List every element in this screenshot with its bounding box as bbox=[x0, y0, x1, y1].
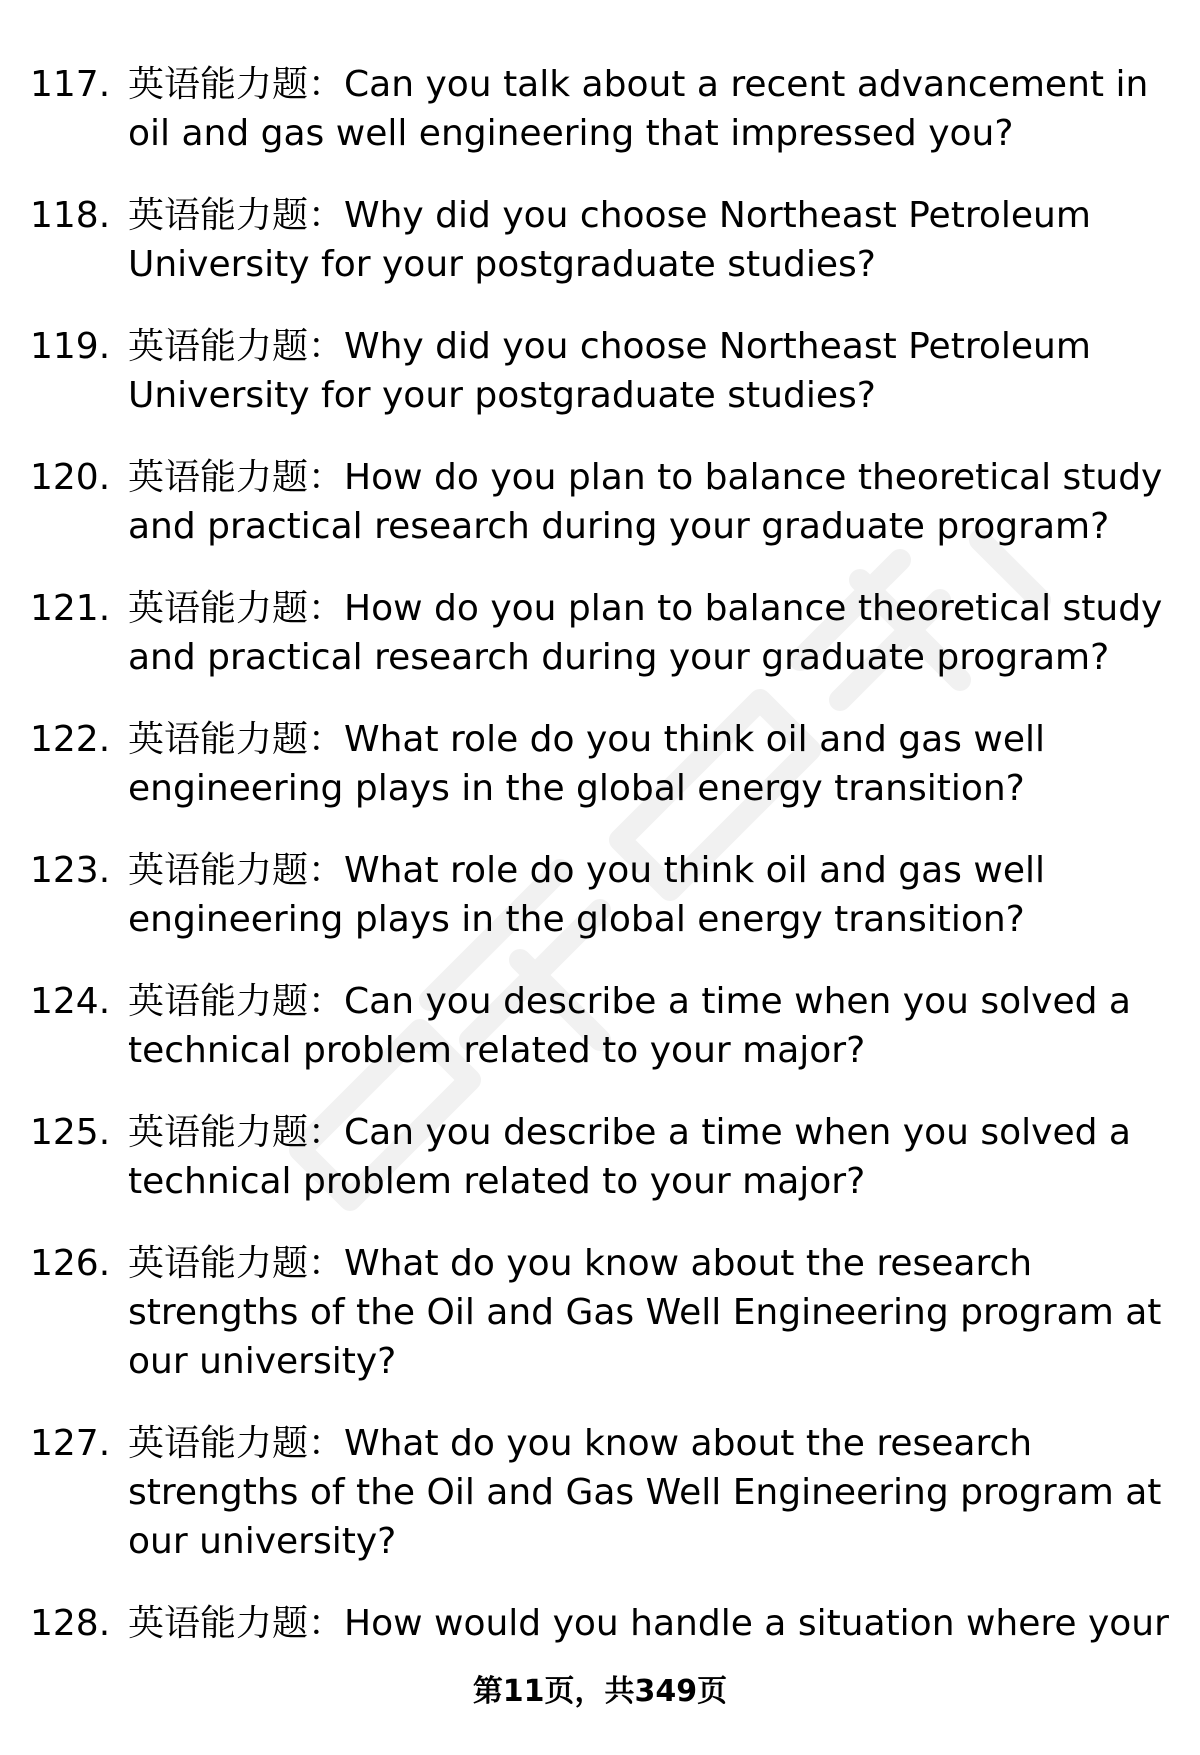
question-text: What role do you think oil and gas well engineering plays in the global energy transition? bbox=[128, 850, 1045, 940]
question-body bbox=[128, 584, 1170, 682]
question-text: Can you talk about a recent advancement in oil and gas well engineering that impressed you? bbox=[128, 64, 1149, 154]
question-body bbox=[128, 846, 1170, 944]
question-category: 英语能力题： bbox=[128, 981, 345, 1022]
question-list bbox=[30, 60, 1170, 1681]
question-number: 124. bbox=[30, 981, 111, 1022]
question-category: 英语能力题： bbox=[128, 1243, 345, 1284]
question-body bbox=[128, 60, 1170, 158]
question-text: Can you describe a time when you solved a technical problem related to your major? bbox=[128, 981, 1131, 1071]
question-category: 英语能力题： bbox=[128, 457, 345, 498]
question-number: 120. bbox=[30, 457, 111, 498]
question-text: What role do you think oil and gas well engineering plays in the global energy transition? bbox=[128, 719, 1045, 809]
question-category: 英语能力题： bbox=[128, 850, 345, 891]
question-item bbox=[30, 1599, 1170, 1648]
question-number: 127. bbox=[30, 1423, 111, 1464]
question-item bbox=[30, 60, 1170, 158]
question-item bbox=[30, 322, 1170, 420]
question-text: How would you handle a situation where your bbox=[344, 1603, 1169, 1644]
question-text: Why did you choose Northeast Petroleum University for your postgraduate studies? bbox=[128, 195, 1091, 285]
question-category: 英语能力题： bbox=[128, 64, 345, 105]
question-item bbox=[30, 1108, 1170, 1206]
question-body bbox=[128, 977, 1170, 1075]
question-number: 123. bbox=[30, 850, 111, 891]
question-category: 英语能力题： bbox=[128, 326, 345, 367]
page-number-footer: 第11页，共349页 bbox=[472, 1674, 728, 1709]
question-number: 122. bbox=[30, 719, 111, 760]
question-category: 英语能力题： bbox=[128, 588, 345, 629]
question-item bbox=[30, 1239, 1170, 1386]
question-text: What do you know about the research strengths of the Oil and Gas Well Engineering program at our university? bbox=[128, 1423, 1162, 1562]
question-body bbox=[128, 1599, 1170, 1648]
question-body bbox=[128, 1239, 1170, 1386]
question-number: 121. bbox=[30, 588, 111, 629]
question-number: 126. bbox=[30, 1243, 111, 1284]
question-body bbox=[128, 191, 1170, 289]
question-item bbox=[30, 977, 1170, 1075]
question-body bbox=[128, 1419, 1170, 1566]
question-number: 125. bbox=[30, 1112, 111, 1153]
question-category: 英语能力题： bbox=[128, 1603, 345, 1644]
question-item bbox=[30, 191, 1170, 289]
question-body bbox=[128, 715, 1170, 813]
question-number: 128. bbox=[30, 1603, 111, 1644]
question-text: What do you know about the research strengths of the Oil and Gas Well Engineering program at our university? bbox=[128, 1243, 1162, 1382]
question-category: 英语能力题： bbox=[128, 1423, 345, 1464]
question-item bbox=[30, 715, 1170, 813]
question-category: 英语能力题： bbox=[128, 1112, 345, 1153]
question-text: How do you plan to balance theoretical study and practical research during your graduate program? bbox=[128, 457, 1163, 547]
question-number: 119. bbox=[30, 326, 111, 367]
question-item bbox=[30, 453, 1170, 551]
question-category: 英语能力题： bbox=[128, 719, 345, 760]
question-text: Can you describe a time when you solved a technical problem related to your major? bbox=[128, 1112, 1131, 1202]
question-number: 118. bbox=[30, 195, 111, 236]
question-category: 英语能力题： bbox=[128, 195, 345, 236]
question-text: How do you plan to balance theoretical study and practical research during your graduate program? bbox=[128, 588, 1163, 678]
question-body bbox=[128, 453, 1170, 551]
question-body bbox=[128, 322, 1170, 420]
question-item bbox=[30, 1419, 1170, 1566]
question-number: 117. bbox=[30, 64, 111, 105]
question-text: Why did you choose Northeast Petroleum University for your postgraduate studies? bbox=[128, 326, 1091, 416]
question-item bbox=[30, 584, 1170, 682]
question-body bbox=[128, 1108, 1170, 1206]
question-item bbox=[30, 846, 1170, 944]
